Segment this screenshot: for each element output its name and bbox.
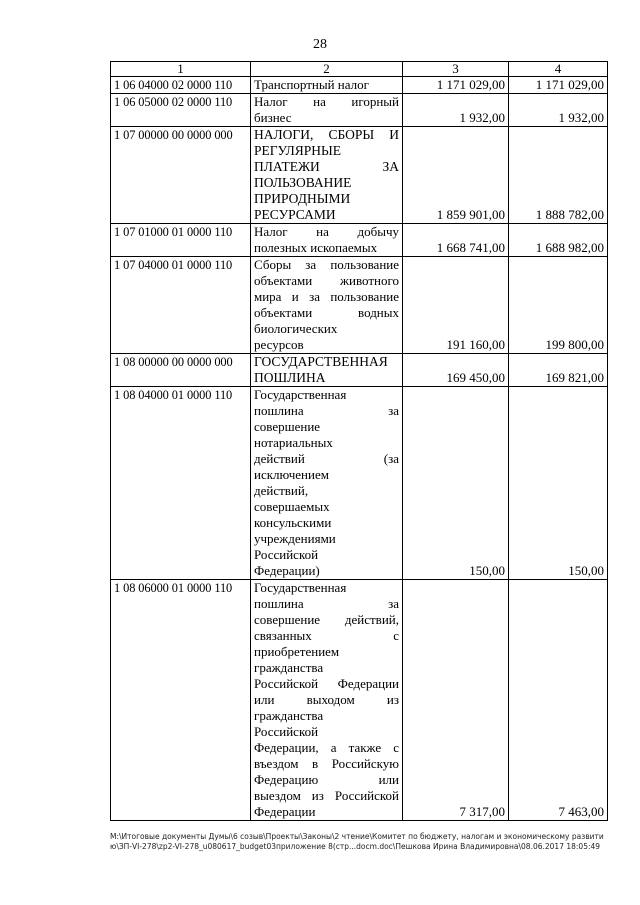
revenue-name-line: консульскими: [254, 515, 332, 530]
amount-cell-col4: 1 171 029,00: [509, 77, 608, 94]
table-row: [111, 94, 608, 127]
revenue-name-line: совершение: [254, 419, 321, 434]
budget-code-cell: 1 06 04000 02 0000 110: [111, 77, 251, 94]
revenue-name-cell: [251, 224, 403, 257]
revenue-name-line: объектами водных: [254, 305, 399, 320]
revenue-name-line: Российской Федерации: [254, 676, 399, 691]
revenue-name-cell: [251, 580, 403, 821]
revenue-name-line: РЕСУРСАМИ: [254, 207, 336, 222]
table-row: [111, 127, 608, 224]
file-path-footer: M:\Итоговые документы Думы\6 созыв\Проекты\Законы\2 чтение\Комитет по бюджету, налогам и экономическому развитию\ЗП-VI-278\zp2-VI-278_u080617_budget03приложение 8(стр...docm.doc\Пешкова Ирина Владимировна\08.06.2017 18:05:49: [110, 832, 604, 851]
revenue-name-line: бизнес: [254, 110, 292, 125]
revenue-name-line: Транспортный налог: [254, 77, 369, 92]
revenue-name-line: Государственная: [254, 387, 347, 402]
table-body: [111, 77, 608, 821]
amount-cell-col3: 191 160,00: [403, 257, 509, 354]
amount-cell-col4: 7 463,00: [509, 580, 608, 821]
revenue-name-cell: [251, 77, 403, 94]
revenue-name-cell: [251, 127, 403, 224]
table-row: [111, 387, 608, 580]
table-header-row: [111, 62, 608, 77]
revenue-name-line: мира и за пользование: [254, 289, 399, 304]
amount-cell-col3: 1 859 901,00: [403, 127, 509, 224]
revenue-name-line: гражданства: [254, 660, 324, 675]
revenue-name-line: Российской: [254, 724, 319, 739]
revenue-name-line: гражданства: [254, 708, 324, 723]
revenue-name-line: Сборы за пользование: [254, 257, 399, 272]
revenue-name-line: объектами животного: [254, 273, 399, 288]
revenue-name-line: связанных с: [254, 628, 399, 643]
revenue-name-line: действий,: [254, 483, 309, 498]
revenue-name-line: ПЛАТЕЖИ ЗА: [254, 159, 399, 174]
revenue-name-line: приобретением: [254, 644, 340, 659]
budget-table: [110, 61, 608, 821]
amount-cell-col3: 150,00: [403, 387, 509, 580]
revenue-name-line: Федерации: [254, 804, 316, 819]
amount-cell-col3: 169 450,00: [403, 354, 509, 387]
amount-cell-col4: 1 888 782,00: [509, 127, 608, 224]
column-header-4: 4: [509, 62, 608, 77]
amount-cell-col4: 1 932,00: [509, 94, 608, 127]
page-number: 28: [313, 37, 327, 52]
revenue-name-line: пошлина за: [254, 403, 399, 418]
revenue-name-line: ГОСУДАРСТВЕННАЯ: [254, 354, 388, 369]
revenue-name-cell: [251, 354, 403, 387]
amount-cell-col4: 199 800,00: [509, 257, 608, 354]
column-header-1: 1: [111, 62, 251, 77]
budget-code-cell: 1 08 04000 01 0000 110: [111, 387, 251, 580]
table-row: [111, 224, 608, 257]
revenue-name-line: въездом в Российскую: [254, 756, 399, 771]
revenue-name-cell: [251, 257, 403, 354]
revenue-name-line: ресурсов: [254, 337, 304, 352]
revenue-name-line: исключением: [254, 467, 329, 482]
revenue-name-line: Федерации): [254, 563, 320, 578]
revenue-name-line: Государственная: [254, 580, 347, 595]
budget-code-cell: 1 08 00000 00 0000 000: [111, 354, 251, 387]
amount-cell-col3: 1 932,00: [403, 94, 509, 127]
revenue-name-line: совершение действий,: [254, 612, 399, 627]
budget-code-cell: 1 07 01000 01 0000 110: [111, 224, 251, 257]
amount-cell-col4: 169 821,00: [509, 354, 608, 387]
budget-code-cell: 1 07 04000 01 0000 110: [111, 257, 251, 354]
table-row: [111, 580, 608, 821]
amount-cell-col3: 1 171 029,00: [403, 77, 509, 94]
revenue-name-line: выездом из Российской: [254, 788, 399, 803]
revenue-name-line: пошлина за: [254, 596, 399, 611]
revenue-name-line: полезных ископаемых: [254, 240, 378, 255]
revenue-name-line: биологических: [254, 321, 338, 336]
revenue-name-line: или выходом из: [254, 692, 399, 707]
amount-cell-col3: 1 668 741,00: [403, 224, 509, 257]
revenue-name-line: Российской: [254, 547, 319, 562]
revenue-name-line: Налог на добычу: [254, 224, 399, 239]
revenue-name-line: нотариальных: [254, 435, 333, 450]
table-row: [111, 354, 608, 387]
revenue-name-cell: [251, 387, 403, 580]
budget-code-cell: 1 08 06000 01 0000 110: [111, 580, 251, 821]
budget-code-cell: 1 06 05000 02 0000 110: [111, 94, 251, 127]
revenue-name-line: действий (за: [254, 451, 399, 466]
revenue-name-line: Налог на игорный: [254, 94, 399, 109]
revenue-name-line: Федерацию или: [254, 772, 399, 787]
revenue-name-line: ПРИРОДНЫМИ: [254, 191, 351, 206]
revenue-name-line: Федерации, а также с: [254, 740, 399, 755]
revenue-name-line: НАЛОГИ, СБОРЫ И: [254, 127, 399, 142]
revenue-name-line: РЕГУЛЯРНЫЕ: [254, 143, 342, 158]
column-header-3: 3: [403, 62, 509, 77]
amount-cell-col4: 150,00: [509, 387, 608, 580]
revenue-name-line: ПОЛЬЗОВАНИЕ: [254, 175, 352, 190]
amount-cell-col3: 7 317,00: [403, 580, 509, 821]
revenue-name-line: ПОШЛИНА: [254, 370, 326, 385]
column-header-2: 2: [251, 62, 403, 77]
amount-cell-col4: 1 688 982,00: [509, 224, 608, 257]
table-row: [111, 77, 608, 94]
revenue-name-cell: [251, 94, 403, 127]
table-row: [111, 257, 608, 354]
revenue-name-line: учреждениями: [254, 531, 336, 546]
budget-code-cell: 1 07 00000 00 0000 000: [111, 127, 251, 224]
revenue-name-line: совершаемых: [254, 499, 330, 514]
